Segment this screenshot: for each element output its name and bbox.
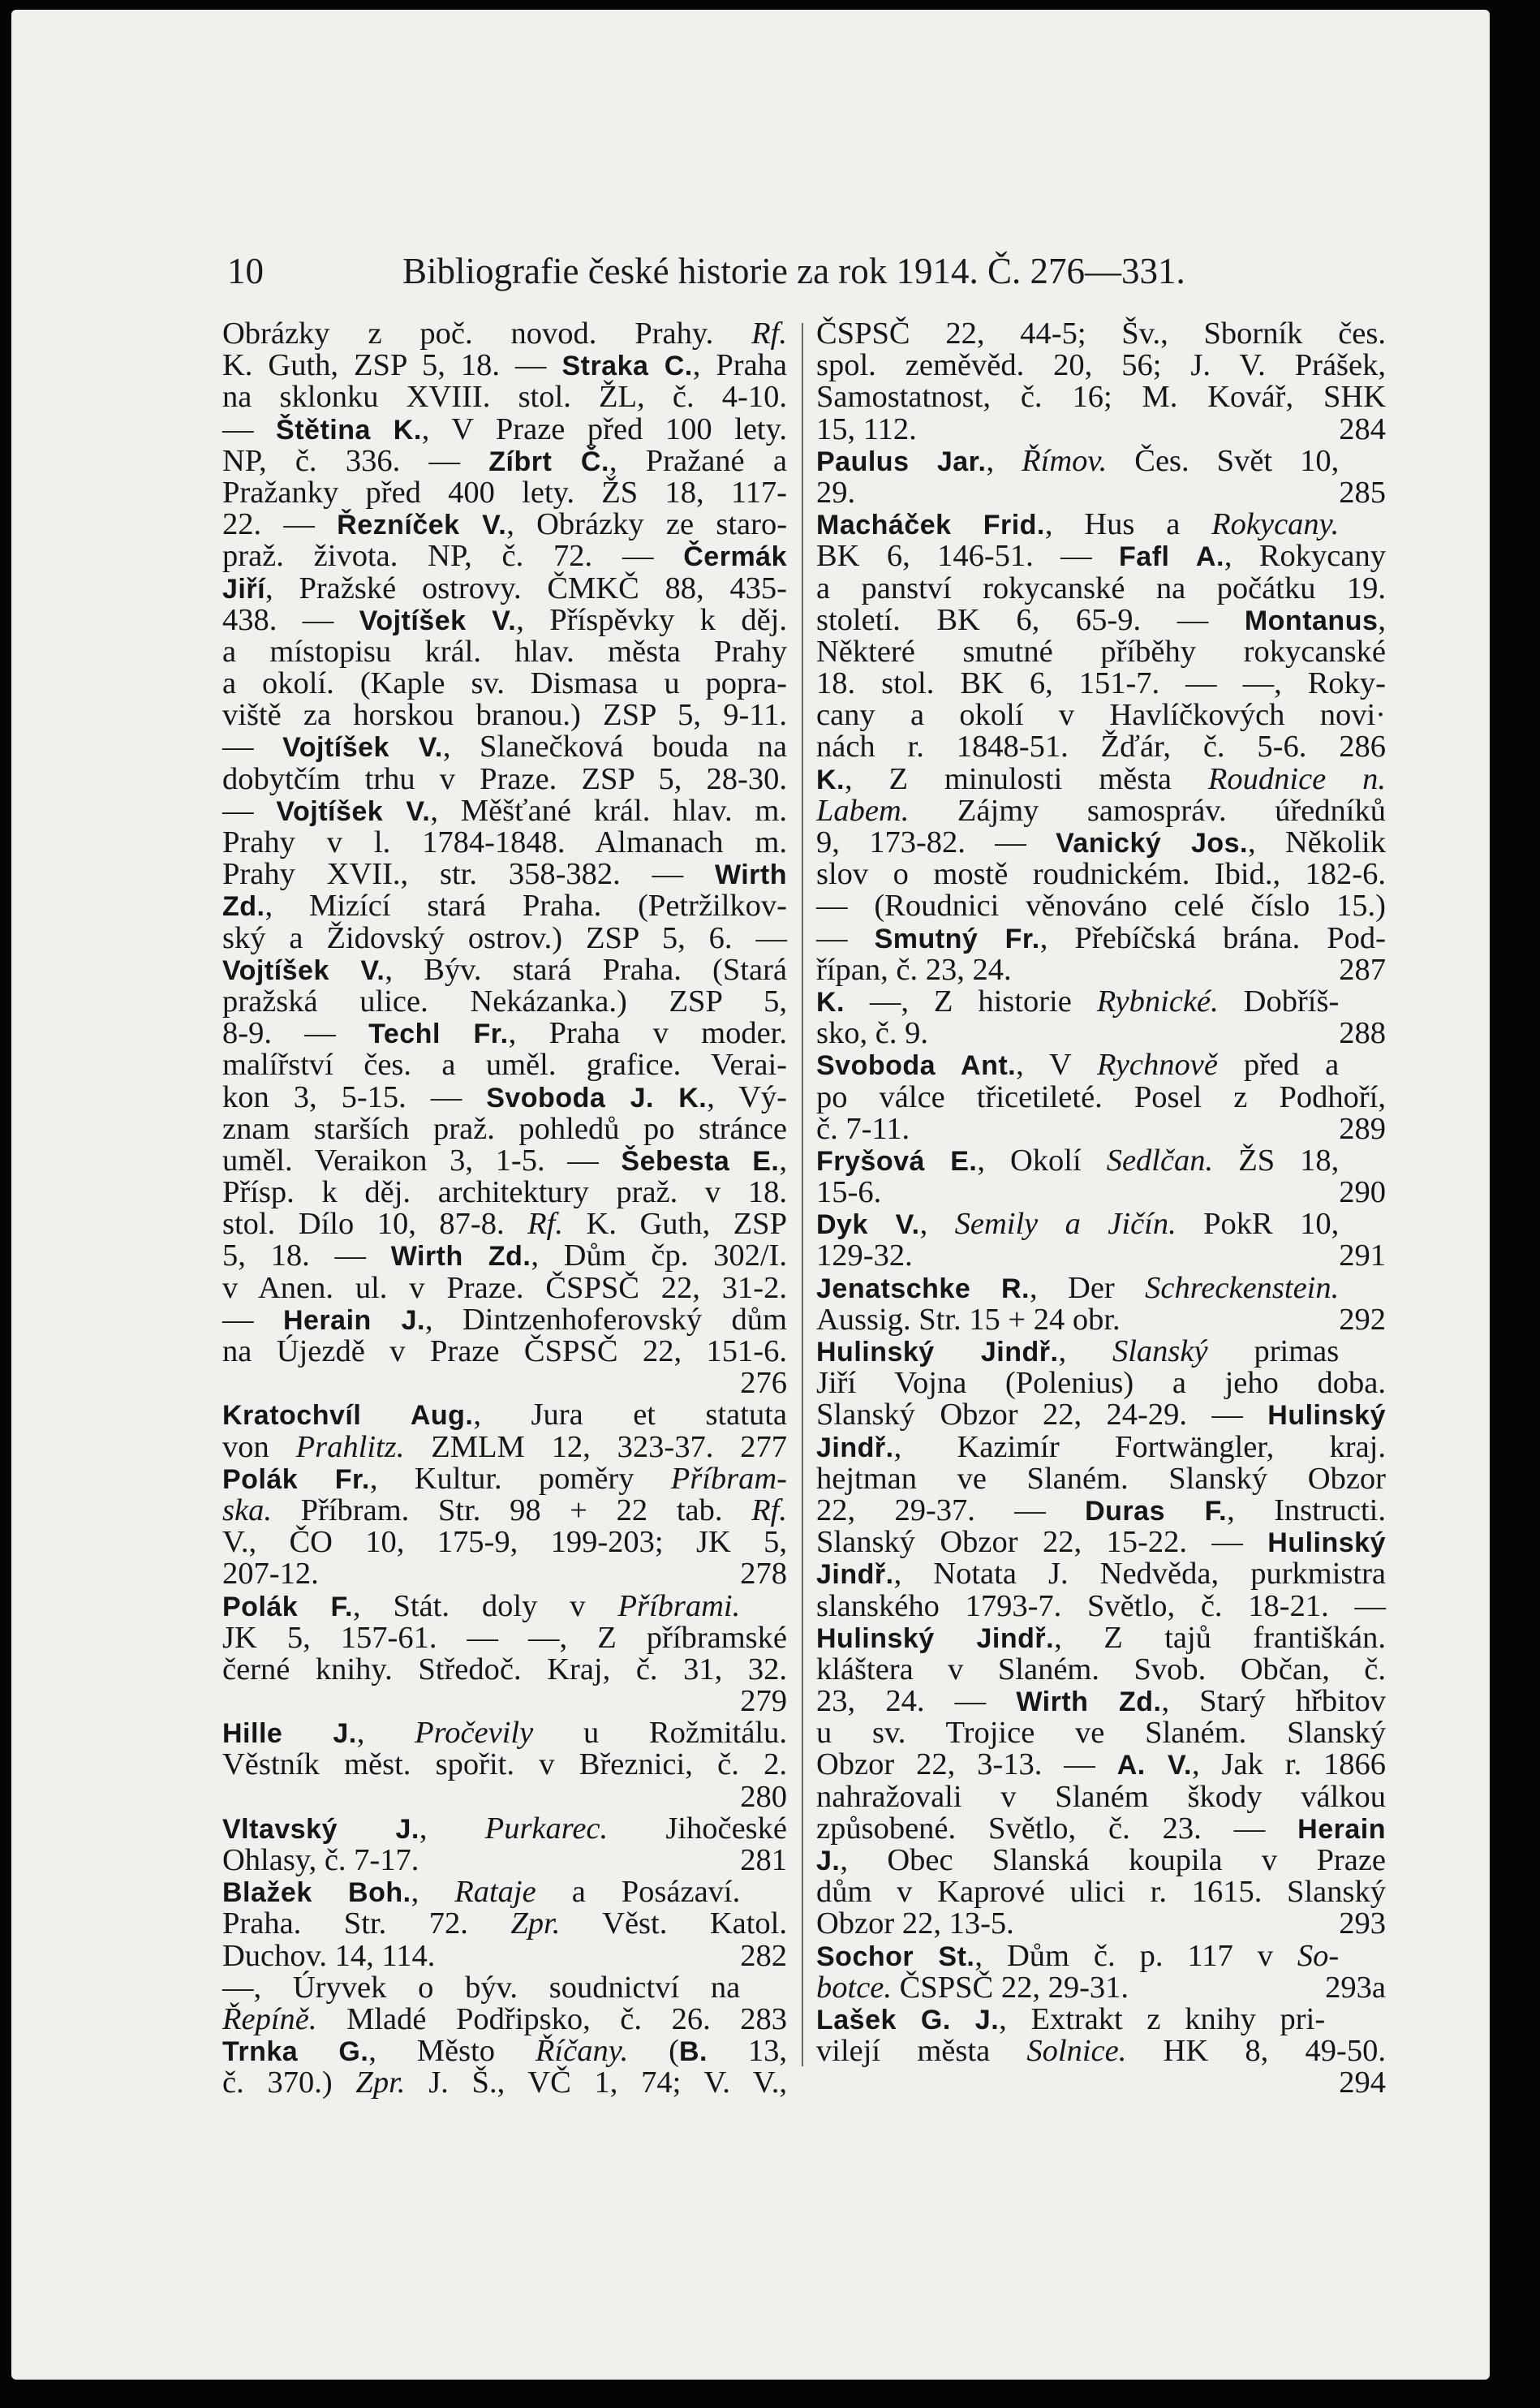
- entry-number: 289: [1339, 1111, 1386, 1146]
- right-line: a panství rokycanské na počátku 19.: [816, 571, 1386, 605]
- left-line: ský a Židovský ostrov.) ZSP 5, 6. —: [222, 920, 787, 955]
- right-line: slov o mostě roudnickém. Ibid., 182-6.: [816, 857, 1386, 892]
- left-line: Zd., Mizící stará Praha. (Petržilkov-: [222, 889, 787, 924]
- left-line: na Újezdě v Praze ČSPSČ 22, 151-6.: [222, 1334, 787, 1368]
- left-line: Polák F., Stát. doly v Příbrami.: [222, 1588, 741, 1623]
- left-line: — Štětina K., V Praze před 100 lety.: [222, 411, 787, 446]
- left-line: stol. Dílo 10, 87-8. Rf. K. Guth, ZSP: [222, 1207, 787, 1242]
- left-line: Duchov. 14, 114. 282: [222, 1938, 787, 1973]
- right-line: Některé smutné příběhy rokycanské: [816, 634, 1386, 669]
- left-line: pražská ulice. Nekázanka.) ZSP 5,: [222, 984, 787, 1019]
- left-line: 276: [740, 1366, 787, 1401]
- left-line: Věstník měst. spořit. v Březnici, č. 2.: [222, 1747, 787, 1782]
- left-line: Praha. Str. 72. Zpr. Věst. Katol.: [222, 1906, 787, 1941]
- right-line: hejtman ve Slaném. Slanský Obzor: [816, 1461, 1386, 1496]
- left-line: 22. — Řezníček V., Obrázky ze staro-: [222, 507, 788, 542]
- left-line: kon 3, 5-15. — Svoboda J. K., Vý-: [222, 1079, 787, 1114]
- right-line: K., Z minulosti města Roudnice n.: [816, 761, 1387, 796]
- right-line: spol. zeměvěd. 20, 56; J. V. Prášek,: [816, 348, 1386, 383]
- right-line: vilejí města Solnice. HK 8, 49-50.: [816, 2034, 1386, 2069]
- right-line: 9, 173-82. — Vanický Jos., Několik: [816, 825, 1386, 859]
- right-line: Jindř., Kazimír Fortwängler, kraj.: [816, 1429, 1386, 1464]
- right-line: botce. ČSPSČ 22, 29-31. 293a: [816, 1970, 1386, 2005]
- running-title: Bibliografie české historie za rok 1914. Č. 276—331.: [402, 251, 1185, 291]
- left-line: dobytčím trhu v Praze. ZSP 5, 28-30.: [222, 761, 787, 796]
- entry-number: 290: [1339, 1175, 1386, 1210]
- right-line: Macháček Frid., Hus a Rokycany.: [816, 507, 1340, 542]
- right-line: Fryšová E., Okolí Sedlčan. ŽS 18,: [816, 1143, 1340, 1178]
- left-line: malířství čes. a uměl. grafice. Verai-: [222, 1048, 787, 1083]
- left-line: Obrázky z poč. novod. Prahy. Rf.: [222, 317, 787, 351]
- left-line: — Vojtíšek V., Slanečková bouda na: [222, 730, 787, 765]
- entry-number: 288: [1339, 1016, 1386, 1051]
- right-line: nách r. 1848-51. Žďár, č. 5-6. 286: [816, 730, 1386, 765]
- left-line: v Anen. ul. v Praze. ČSPSČ 22, 31-2.: [222, 1270, 787, 1305]
- right-line: č. 7-11. 289: [816, 1111, 1386, 1146]
- right-line: u sv. Trojice ve Slaném. Slanský: [816, 1716, 1386, 1751]
- right-line: dům v Kaprové ulici r. 1615. Slanský: [816, 1875, 1386, 1910]
- right-line: století. BK 6, 65-9. — Montanus,: [816, 602, 1386, 637]
- entry-number: 281: [740, 1843, 787, 1877]
- entry-number: 284: [1339, 411, 1386, 446]
- left-line: Pražanky před 400 lety. ŽS 18, 117-: [222, 475, 787, 510]
- left-line: 5, 18. — Wirth Zd., Dům čp. 302/I.: [222, 1238, 787, 1273]
- entry-number: 291: [1339, 1238, 1386, 1273]
- right-line: Aussig. Str. 15 + 24 obr. 292: [816, 1302, 1386, 1337]
- left-line: JK 5, 157-61. — —, Z příbramské: [222, 1620, 787, 1655]
- left-line: Blažek Boh., Rataje a Posázaví.: [222, 1875, 741, 1910]
- left-line: černé knihy. Středoč. Kraj, č. 31, 32.: [222, 1652, 787, 1686]
- right-line: 22, 29-37. — Duras F., Instructi.: [816, 1493, 1386, 1527]
- right-line: Jiří Vojna (Polenius) a jeho doba.: [816, 1366, 1386, 1401]
- right-line: kláštera v Slaném. Svob. Občan, č.: [816, 1652, 1386, 1686]
- right-column: [816, 318, 1386, 2100]
- right-line: 294: [1339, 2066, 1386, 2100]
- right-line: Lašek G. J., Extrakt z knihy pri-: [816, 2001, 1326, 2036]
- left-column: [222, 318, 787, 2100]
- right-line: Slanský Obzor 22, 15-22. — Hulinský: [816, 1525, 1386, 1560]
- left-line: a místopisu král. hlav. města Prahy: [222, 634, 787, 669]
- column-divider: [802, 323, 803, 2066]
- left-line: NP, č. 336. — Zíbrt Č., Pražané a: [222, 443, 787, 478]
- left-line: uměl. Veraikon 3, 1-5. — Šebesta E.,: [222, 1143, 787, 1178]
- right-line: J., Obec Slanská koupila v Praze: [816, 1843, 1386, 1877]
- left-line: —, Úryvek o býv. soudnictví na: [222, 1970, 741, 2005]
- entry-number: 293: [1339, 1906, 1386, 1941]
- left-line: č. 370.) Zpr. J. Š., VČ 1, 74; V. V.,: [222, 2066, 787, 2100]
- right-line: Labem. Zájmy samospráv. úředníků: [816, 793, 1386, 828]
- left-line: Hille J., Pročevily u Rožmitálu.: [222, 1716, 788, 1751]
- left-line: K. Guth, ZSP 5, 18. — Straka C., Praha: [222, 348, 787, 383]
- right-line: Svoboda Ant., V Rychnově před a: [816, 1048, 1340, 1083]
- entry-number: 287: [1339, 952, 1386, 987]
- left-line: von Prahlitz. ZMLM 12, 323-37. 277: [222, 1429, 788, 1464]
- page-number: 10: [227, 251, 264, 291]
- right-line: — Smutný Fr., Přebíčská brána. Pod-: [816, 920, 1387, 955]
- left-line: Trnka G., Město Říčany. (B. 13,: [222, 2034, 787, 2069]
- left-line: Řepíně. Mladé Podřipsko, č. 26. 283: [222, 2001, 787, 2036]
- entry-number: 282: [740, 1938, 787, 1973]
- right-line: BK 6, 146-51. — Fafl A., Rokycany: [816, 539, 1386, 574]
- left-line: znam starších praž. pohledů po stránce: [222, 1111, 787, 1146]
- left-line: ska. Příbram. Str. 98 + 22 tab. Rf.: [222, 1493, 787, 1527]
- right-line: Paulus Jar., Římov. Čes. Svět 10,: [816, 443, 1340, 478]
- left-line: Polák Fr., Kultur. poměry Příbram-: [222, 1461, 787, 1496]
- right-line: slanského 1793-7. Světlo, č. 18-21. —: [816, 1588, 1386, 1623]
- right-line: 23, 24. — Wirth Zd., Starý hřbitov: [816, 1684, 1386, 1719]
- right-line: Slanský Obzor 22, 24-29. — Hulinský: [816, 1398, 1386, 1432]
- right-line: Hulinský Jindř., Slanský primas: [816, 1334, 1340, 1368]
- right-line: 129-32. 291: [816, 1238, 1386, 1273]
- right-line: Obzor 22, 3-13. — A. V., Jak r. 1866: [816, 1747, 1386, 1782]
- left-line: 438. — Vojtíšek V., Příspěvky k děj.: [222, 602, 787, 637]
- left-line: Vojtíšek V., Býv. stará Praha. (Stará: [222, 952, 787, 987]
- right-line: 18. stol. BK 6, 151-7. — —, Roky-: [816, 666, 1386, 701]
- left-line: na sklonku XVIII. stol. ŽL, č. 4-10.: [222, 380, 787, 415]
- right-line: 29. 285: [816, 475, 1386, 510]
- right-line: 15, 112. 284: [816, 411, 1386, 446]
- right-line: Jenatschke R., Der Schreckenstein.: [816, 1270, 1340, 1305]
- left-line: 8-9. — Techl Fr., Praha v moder.: [222, 1016, 788, 1051]
- left-line: — Vojtíšek V., Měšťané král. hlav. m.: [222, 793, 787, 828]
- right-line: ČSPSČ 22, 44-5; Šv., Sborník čes.: [816, 317, 1386, 351]
- right-line: Dyk V., Semily a Jičín. PokR 10,: [816, 1207, 1340, 1242]
- right-line: 15-6. 290: [816, 1175, 1386, 1210]
- right-line: Obzor 22, 13-5. 293: [816, 1906, 1386, 1941]
- right-line: Samostatnost, č. 16; M. Kovář, SHK: [816, 380, 1386, 415]
- right-line: K. —, Z historie Rybnické. Dobříš-: [816, 984, 1340, 1019]
- entry-number: 285: [1339, 475, 1386, 510]
- left-line: viště za horskou branou.) ZSP 5, 9-11.: [222, 698, 787, 733]
- left-line: a okolí. (Kaple sv. Dismasa u popra-: [222, 666, 787, 701]
- right-line: cany a okolí v Havlíčkových novi·: [816, 698, 1386, 733]
- right-line: nahražovali v Slaném škody válkou: [816, 1779, 1386, 1814]
- entry-number: 292: [1339, 1302, 1386, 1337]
- right-line: Hulinský Jindř., Z tajů františkán.: [816, 1620, 1386, 1655]
- left-line: Jiří, Pražské ostrovy. ČMKČ 88, 435-: [222, 571, 787, 605]
- left-line: — Herain J., Dintzenhoferovský dům: [222, 1302, 787, 1337]
- right-line: sko, č. 9. 288: [816, 1016, 1386, 1051]
- left-line: 280: [740, 1779, 787, 1814]
- right-line: — (Roudnici věnováno celé číslo 15.): [816, 889, 1386, 924]
- right-line: Jindř., Notata J. Nedvěda, purkmistra: [816, 1557, 1386, 1592]
- left-line: praž. života. NP, č. 72. — Čermák: [222, 539, 787, 574]
- entry-number: 278: [740, 1557, 787, 1592]
- right-line: řípan, č. 23, 24. 287: [816, 952, 1386, 987]
- left-line: 279: [740, 1684, 787, 1719]
- right-line: Sochor St., Dům č. p. 117 v So-: [816, 1938, 1340, 1973]
- left-line: 207-12. 278: [222, 1557, 787, 1592]
- left-line: Ohlasy, č. 7-17. 281: [222, 1843, 787, 1877]
- left-line: Přísp. k děj. architektury praž. v 18.: [222, 1175, 787, 1210]
- left-line: Vltavský J., Purkarec. Jihočeské: [222, 1811, 787, 1846]
- right-line: po válce třicetileté. Posel z Podhoří,: [816, 1079, 1386, 1114]
- left-line: Prahy XVII., str. 358-382. — Wirth: [222, 857, 787, 892]
- right-line: způsobené. Světlo, č. 23. — Herain: [816, 1811, 1386, 1846]
- left-line: Kratochvíl Aug., Jura et statuta: [222, 1398, 787, 1432]
- left-line: V., ČO 10, 175-9, 199-203; JK 5,: [222, 1525, 787, 1560]
- left-line: Prahy v l. 1784-1848. Almanach m.: [222, 825, 787, 859]
- entry-number: 293a: [1325, 1970, 1386, 2005]
